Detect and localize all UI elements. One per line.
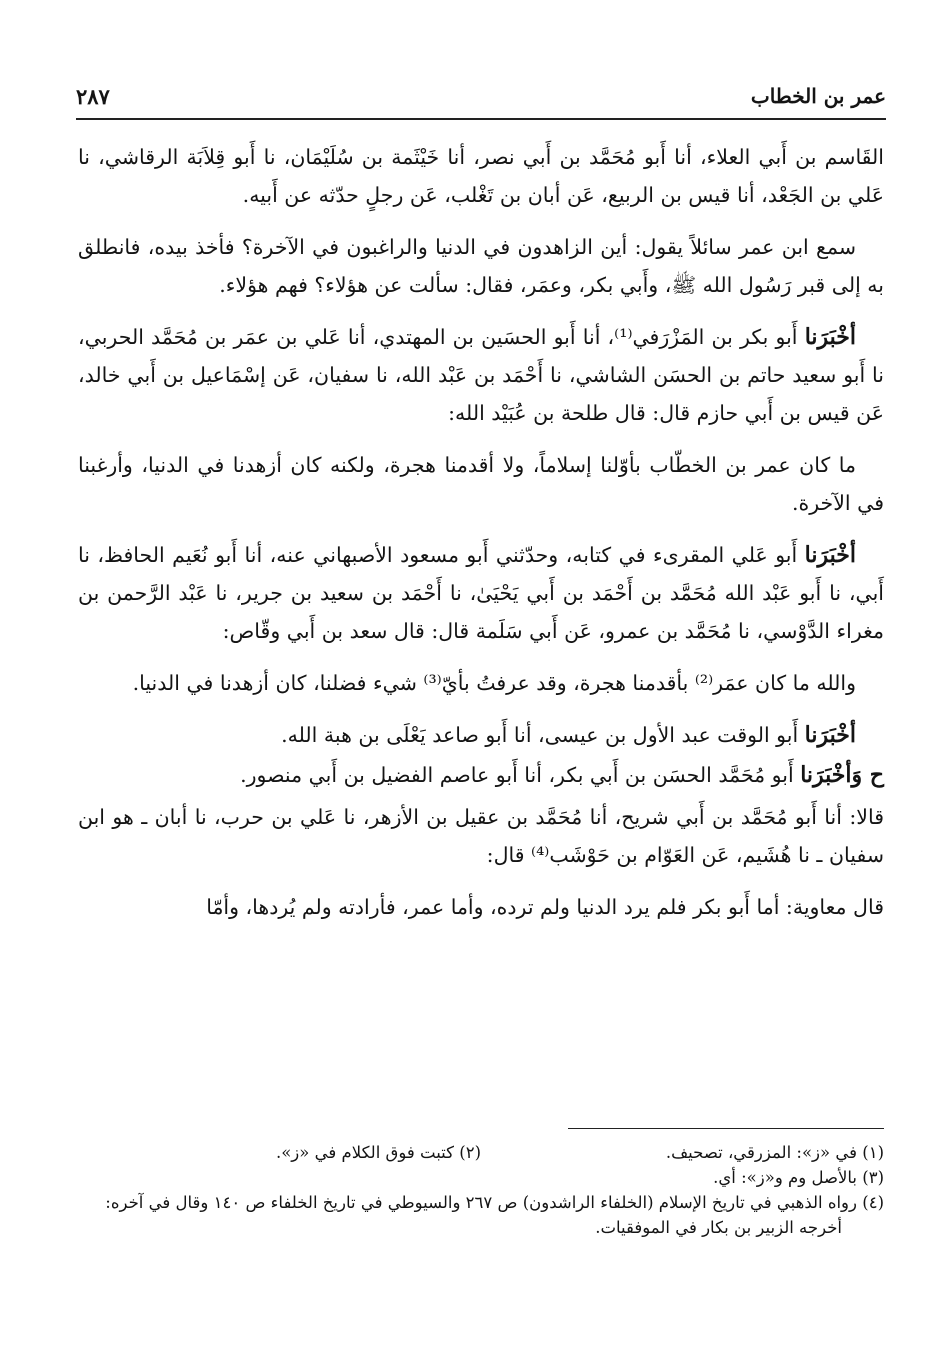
footnote-row [78,1190,884,1240]
footnote-row [78,1140,884,1165]
paragraph-text: أَبو الوقت عبد الأول بن عيسى، أنا أَبو صاعد يَعْلَى بن هبة الله. [281,723,805,747]
paragraph-lead: ح وَأخْبَرَنا [800,762,884,788]
paragraph [78,664,884,702]
running-title: عمر بن الخطاب [750,84,886,108]
paragraph-text: قال معاوية: أما أَبو بكر فلم يرد الدنيا ولم ترده، وأما عمر، فأرادته ولم يُردها، وأمّا [206,895,884,919]
footnote-2: (٢) كتبت فوق الكلام في «ز». [275,1143,481,1162]
paragraph-text: قالا: أنا أَبو مُحَمَّد بن أَبي شريح، أنا مُحَمَّد بن عقيل بن الأزهر، نا عَلي بن حرب، نا أبان ـ هو ابن سفيان ـ نا هُشَيم، عَن العَوّام بن حَوْشَب⁽⁴⁾ قال: [78,805,884,867]
paragraph [78,228,884,304]
footnote-4: (٤) رواه الذهبي في تاريخ الإسلام (الخلفاء الراشدون) ص ٢٦٧ والسيوطي في تاريخ الخلفاء ص ١٤٠ وقال في آخره: أخرجه الزبير بن بكار في الموفقيات. [105,1193,884,1237]
page-number: ٢٨٧ [76,83,110,109]
footnote-divider [568,1128,884,1129]
paragraph [78,446,884,522]
footnotes [78,1140,884,1240]
paragraph-lead: أخْبَرَنا [804,324,857,350]
paragraph [78,318,884,432]
footnote-row [78,1165,884,1190]
main-text [78,138,884,940]
paragraph [78,756,884,794]
footnote-3: (٣) بالأصل وم و«ز»: أي. [713,1168,884,1187]
paragraph [78,888,884,926]
paragraph-lead: أخْبَرَنا [804,722,856,748]
paragraph-text: أَبو عَلي المقرىء في كتابه، وحدّثني أَبو مسعود الأصبهاني عنه، أنا أَبو نُعَيم الحافظ، نا أَبي، نا أَبو عَبْد الله مُحَمَّد بن أَحْمَد بن أَبي يَحْيَىٰ، نا أَحْمَد بن سعيد بن جرير، نا عَبْد الرَّحمن بن مغراء الدَّوْسي، نا مُحَمَّد بن عمرو، عَن أَبي سَلَمة قال: قال سعد بن أَبي وقّاص: [78,543,884,643]
paragraph [78,798,884,874]
paragraph [78,536,884,650]
paragraph-text: أَبو بكر بن المَزْرَفي⁽¹⁾، أنا أَبو الحسَين بن المهتدي، أنا عَلي بن عمَر بن مُحَمَّد الحربي، نا أَبو سعيد حاتم بن الحسَن الشاشي، نا أَحْمَد بن عَبْد الله، نا سفيان، عَن إسْمَاعيل بن أَبي خالد، عَن قيس بن أَبي حازم قال: قال طلحة بن عُبَيْد الله: [78,325,884,425]
paragraph-lead: أخْبَرَنا [804,542,856,568]
paragraph [78,138,884,214]
paragraph-text: والله ما كان عمَر⁽²⁾ بأقدمنا هجرة، وقد عرفتُ بأيّ⁽³⁾ شيء فضلنا، كان أزهدنا في الدنيا. [132,671,856,695]
paragraph [78,716,884,754]
paragraph-text: ما كان عمر بن الخطّاب بأوّلنا إسلاماً، ولا أقدمنا هجرة، ولكنه كان أزهدنا في الدنيا، وأرغبنا في الآخرة. [78,453,884,515]
paragraph-text: أَبو مُحَمَّد الحسَن بن أَبي بكر، أنا أَبو عاصم الفضيل بن أَبي منصور. [240,763,801,787]
footnote-1: (١) في «ز»: المزرقي، تصحيف. [665,1143,884,1162]
paragraph-text: القَاسم بن أَبي العلاء، أنا أَبو مُحَمَّد بن أَبي نصر، أنا خَيْثَمة بن سُلَيْمَان، نا أَبو قِلاَبَة الرقاشي، نا عَلي بن الجَعْد، أنا قيس بن الربيع، عَن أبان بن تَغْلب، عَن رجلٍ حدّثه عن أَبيه. [78,145,884,207]
page-header [76,74,886,120]
paragraph-text: سمع ابن عمر سائلاً يقول: أين الزاهدون في الدنيا والراغبون في الآخرة؟ فأخذ بيده، فانطلق به إلى قبر رَسُول الله ﷺ، وأَبي بكر، وعمَر، فقال: سألت عن هؤلاء؟ فهم هؤلاء. [78,235,884,297]
